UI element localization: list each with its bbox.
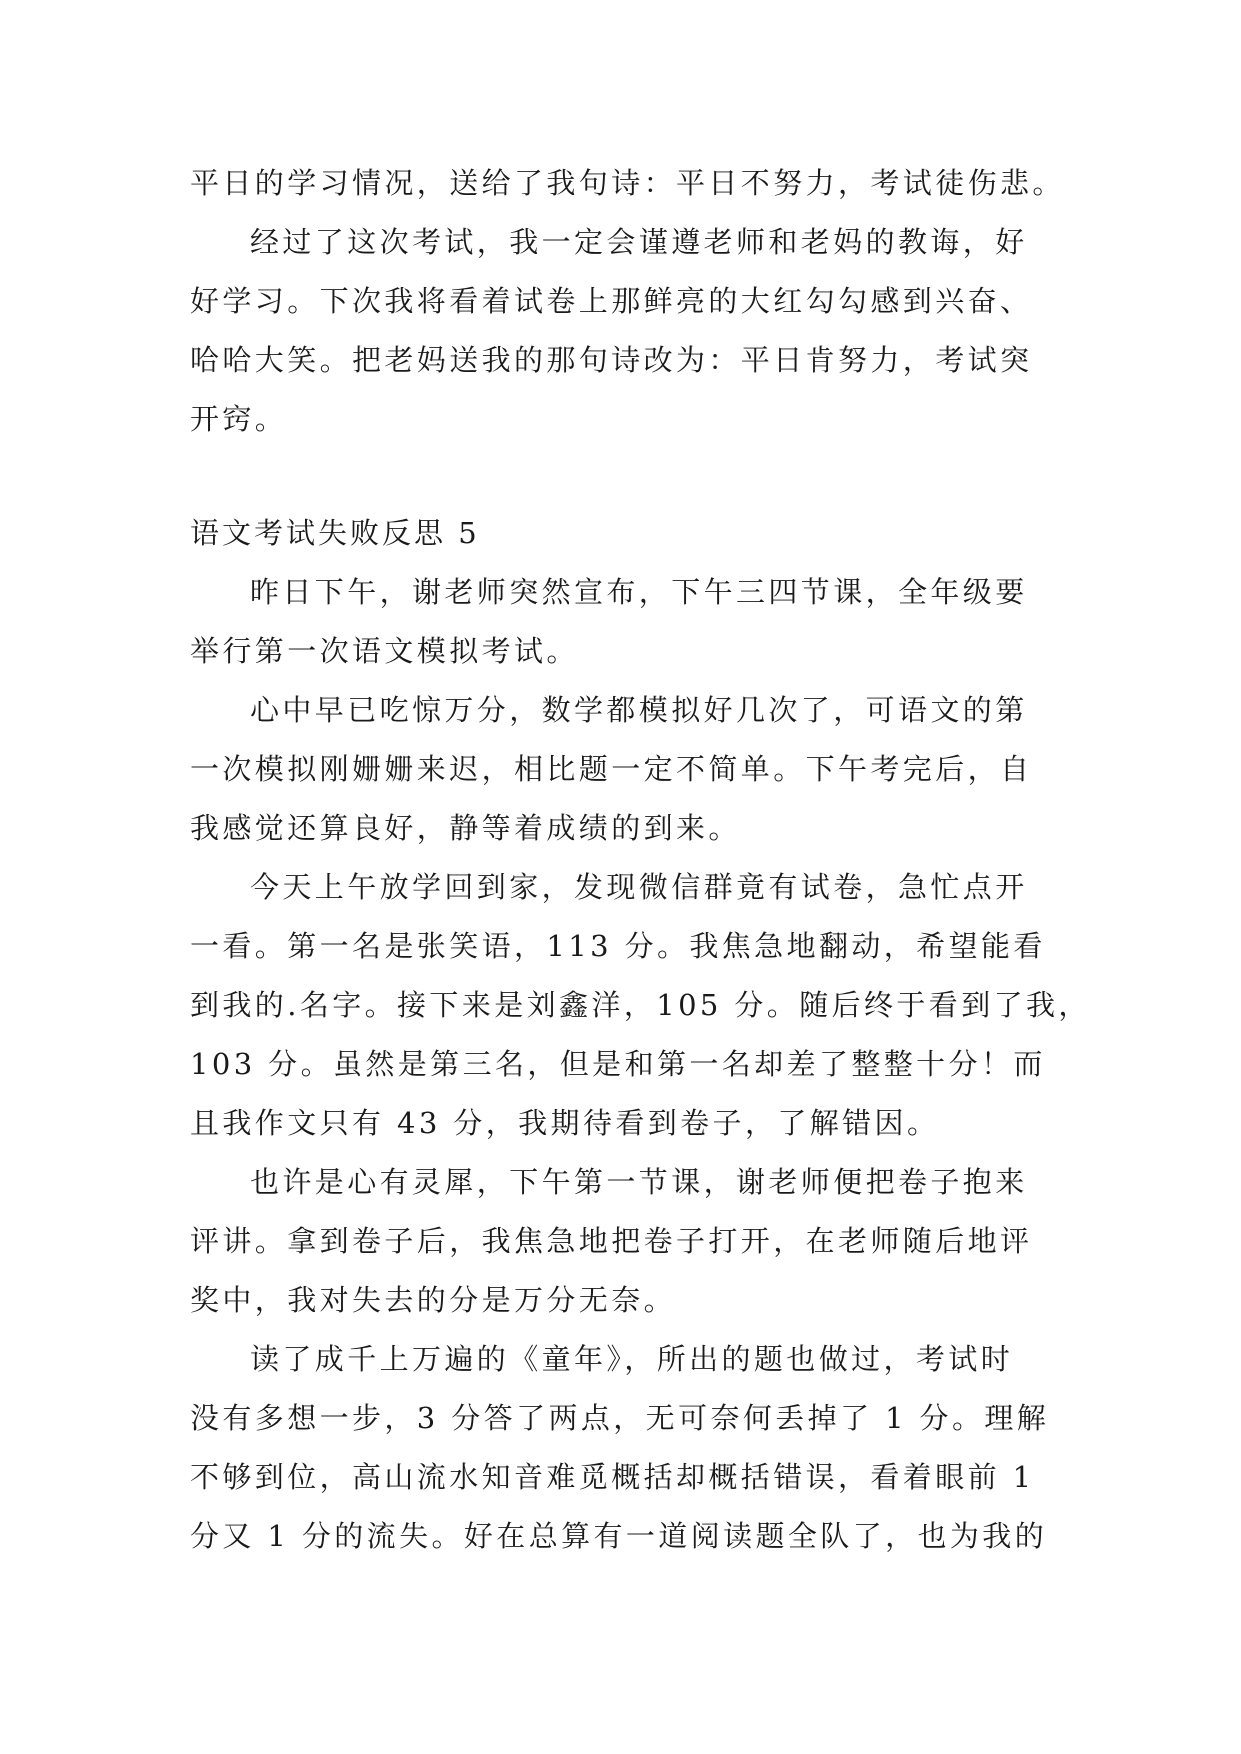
text-line: 103 分。虽然是第三名，但是和第一名却差了整整十分！而 — [190, 1047, 1046, 1081]
paragraph-start-line: 读了成千上万遍的《童年》，所出的题也做过，考试时 — [250, 1342, 1014, 1376]
text-line: 没有多想一步，3 分答了两点，无可奈何丢掉了 1 分。理解 — [190, 1401, 1050, 1435]
text-line: 平日的学习情况，送给了我句诗：平日不努力，考试徒伤悲。 — [190, 166, 1065, 200]
text-line: 开窍。 — [190, 402, 288, 436]
text-line: 分又 1 分的流失。好在总算有一道阅读题全队了，也为我的 — [190, 1519, 1048, 1553]
paragraph-start-line: 今天上午放学回到家，发现微信群竟有试卷，急忙点开 — [250, 870, 1028, 904]
text-line: 评讲。拿到卷子后，我焦急地把卷子打开，在老师随后地评 — [190, 1224, 1033, 1258]
paragraph-start-line: 也许是心有灵犀，下午第一节课，谢老师便把卷子抱来 — [250, 1165, 1028, 1199]
text-line: 举行第一次语文模拟考试。 — [190, 634, 579, 668]
paragraph-start-line: 昨日下午，谢老师突然宣布，下午三四节课，全年级要 — [250, 575, 1028, 609]
text-line: 哈哈大笑。把老妈送我的那句诗改为：平日肯努力，考试突 — [190, 343, 1033, 377]
section-heading: 语文考试失败反思 5 — [190, 516, 480, 550]
text-line: 到我的.名字。接下来是刘鑫洋，105 分。随后终于看到了我， — [190, 988, 1091, 1022]
text-line: 奖中，我对失去的分是万分无奈。 — [190, 1283, 677, 1317]
text-line: 我感觉还算良好，静等着成绩的到来。 — [190, 811, 741, 845]
text-line: 一看。第一名是张笑语，113 分。我焦急地翻动，希望能看 — [190, 929, 1046, 963]
text-line: 好学习。下次我将看着试卷上那鲜亮的大红勾勾感到兴奋、 — [190, 284, 1033, 318]
text-line: 一次模拟刚姗姗来迟，相比题一定不简单。下午考完后，自 — [190, 752, 1033, 786]
text-line: 不够到位，高山流水知音难觅概括却概括错误，看着眼前 1 — [190, 1460, 1035, 1494]
paragraph-start-line: 心中早已吃惊万分，数学都模拟好几次了，可语文的第 — [250, 693, 1028, 727]
text-line: 且我作文只有 43 分，我期待看到卷子，了解错因。 — [190, 1106, 940, 1140]
paragraph-start-line: 经过了这次考试，我一定会谨遵老师和老妈的教诲，好 — [250, 225, 1028, 259]
